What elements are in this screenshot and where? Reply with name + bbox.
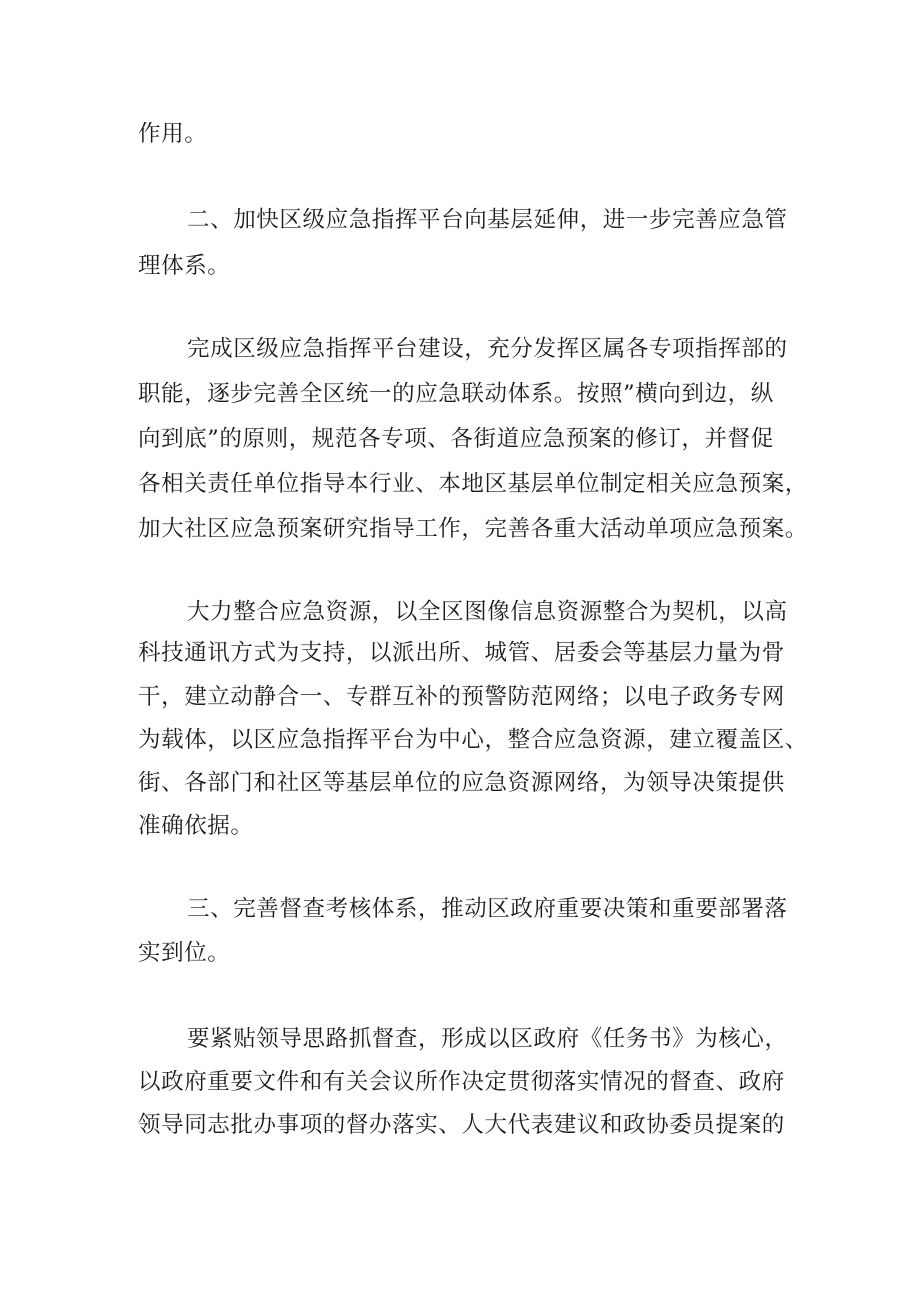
paragraph-line: 加大社区应急预案研究指导工作，完善各重大活动单项应急预案。 xyxy=(138,516,808,542)
paragraph-line: 为载体，以区应急指挥平台为中心，整合应急资源，建立覆盖区、 xyxy=(138,727,808,753)
paragraph-line: 准确依据。 xyxy=(138,813,254,839)
paragraph-line: 街、各部门和社区等基层单位的应急资源网络，为领导决策提供 xyxy=(138,770,785,796)
paragraph-line: 各相关责任单位指导本行业、本地区基层单位制定相关应急预案， xyxy=(138,471,808,497)
paragraph-line: 完成区级应急指挥平台建设，充分发挥区属各专项指挥部的 xyxy=(187,336,788,362)
section-heading-line: 三、完善督查考核体系，推动区政府重要决策和重要部署落 xyxy=(187,896,788,922)
paragraph-line: 要紧贴领导思路抓督查，形成以区政府《任务书》为核心， xyxy=(187,1026,788,1052)
paragraph-line: 职能，逐步完善全区统一的应急联动体系。按照”横向到边，纵 xyxy=(138,381,774,407)
paragraph-line: 干，建立动静合一、专群互补的预警防范网络；以电子政务专网 xyxy=(138,684,785,710)
section-heading-line: 理体系。 xyxy=(138,253,231,279)
paragraph-line: 以政府重要文件和有关会议所作决定贯彻落实情况的督查、政府 xyxy=(138,1069,785,1095)
section-heading-line: 二、加快区级应急指挥平台向基层延伸，进一步完善应急管 xyxy=(187,207,788,233)
section-heading-line: 实到位。 xyxy=(138,940,231,966)
text-line: 作用。 xyxy=(138,121,208,147)
paragraph-line: 向到底”的原则，规范各专项、各街道应急预案的修订，并督促 xyxy=(138,426,774,452)
paragraph-line: 科技通讯方式为支持，以派出所、城管、居委会等基层力量为骨 xyxy=(138,640,785,666)
paragraph-line: 领导同志批办事项的督办落实、人大代表建议和政协委员提案的 xyxy=(138,1112,785,1138)
paragraph-line: 大力整合应急资源，以全区图像信息资源整合为契机，以高 xyxy=(187,599,788,625)
